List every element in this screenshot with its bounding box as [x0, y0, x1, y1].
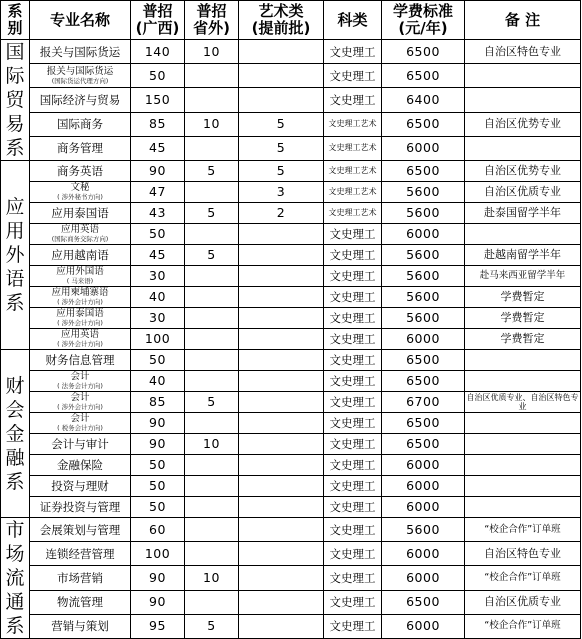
- major-name-cell: [30, 287, 131, 308]
- major-direction: ( 税务会计方向): [57, 424, 103, 432]
- table-row: [1, 518, 581, 542]
- out-of-province-quota-cell: [185, 88, 239, 112]
- subject-cell: 文史理工: [324, 40, 382, 64]
- table-row: [1, 224, 581, 245]
- fee-cell: 6500: [382, 40, 465, 64]
- subject-cell: 文史理工: [324, 329, 382, 350]
- subject-cell: 文史理工: [324, 245, 382, 266]
- out-of-province-quota-cell: [185, 518, 239, 542]
- guangxi-quota-cell: 50: [131, 455, 185, 476]
- major-name-cell: [30, 266, 131, 287]
- major-name-cell: [30, 371, 131, 392]
- guangxi-quota-cell: 45: [131, 136, 185, 160]
- art-quota-cell: [239, 497, 324, 518]
- subject-cell: 文史理工: [324, 308, 382, 329]
- out-of-province-quota-cell: 10: [185, 40, 239, 64]
- table-row: [1, 182, 581, 203]
- guangxi-quota-cell: 90: [131, 161, 185, 182]
- major-name-cell: 物流管理: [30, 590, 131, 614]
- art-quota-cell: [239, 434, 324, 455]
- art-quota-cell: [239, 287, 324, 308]
- major-direction: ( 涉外会计方向): [57, 340, 103, 348]
- major-name-cell: [30, 392, 131, 413]
- subject-cell: 文史理工: [324, 64, 382, 88]
- major-name-cell: 市场营销: [30, 566, 131, 590]
- subject-cell: 文史理工: [324, 413, 382, 434]
- fee-cell: 6000: [382, 455, 465, 476]
- subject-cell: 文史理工: [324, 590, 382, 614]
- table-row: [1, 566, 581, 590]
- out-of-province-quota-cell: 10: [185, 566, 239, 590]
- subject-cell: 文史理工: [324, 392, 382, 413]
- fee-cell: 6500: [382, 350, 465, 371]
- guangxi-quota-cell: 85: [131, 112, 185, 136]
- note-cell: 自治区优质专业、自治区特色专业: [466, 393, 579, 411]
- guangxi-quota-cell: 150: [131, 88, 185, 112]
- table-row: [1, 266, 581, 287]
- subject-cell: 文史理工: [324, 88, 382, 112]
- major-name-cell: [30, 413, 131, 434]
- out-of-province-quota-cell: [185, 266, 239, 287]
- major-name-cell: [30, 182, 131, 203]
- art-quota-cell: [239, 88, 324, 112]
- art-quota-cell: [239, 455, 324, 476]
- table-row: [1, 371, 581, 392]
- fee-cell: 5600: [382, 182, 465, 203]
- note-cell: 学费暂定: [465, 308, 581, 329]
- table-row: [1, 112, 581, 136]
- out-of-province-quota-cell: [185, 136, 239, 160]
- note-cell: 自治区优势专业: [465, 112, 581, 136]
- art-quota-cell: [239, 350, 324, 371]
- guangxi-quota-cell: 90: [131, 566, 185, 590]
- header-out-of-province: 普招 省外): [185, 1, 239, 40]
- subject-cell: 文史理工: [324, 371, 382, 392]
- table-row: [1, 40, 581, 64]
- fee-cell: 6500: [382, 434, 465, 455]
- out-of-province-quota-cell: 5: [185, 614, 239, 638]
- note-cell: 学费暂定: [465, 329, 581, 350]
- major-name-cell: 报关与国际货运: [30, 40, 131, 64]
- table-row: [1, 434, 581, 455]
- subject-cell: 文史理工: [324, 434, 382, 455]
- major-name: 会计: [70, 392, 90, 403]
- note-cell: 自治区特色专业: [465, 40, 581, 64]
- table-row: [1, 392, 581, 413]
- guangxi-quota-cell: 40: [131, 371, 185, 392]
- guangxi-quota-cell: 95: [131, 614, 185, 638]
- table-body: [1, 40, 581, 639]
- fee-cell: 6500: [382, 590, 465, 614]
- header-dept: 系 别: [1, 1, 30, 40]
- major-name: 会计: [70, 371, 90, 382]
- note-cell: [465, 224, 581, 245]
- header-fee: 学费标准 (元/年): [382, 1, 465, 40]
- major-name-cell: [30, 329, 131, 350]
- table-row: [1, 136, 581, 160]
- fee-cell: 5600: [382, 287, 465, 308]
- guangxi-quota-cell: 40: [131, 287, 185, 308]
- fee-cell: 6000: [382, 476, 465, 497]
- major-name-cell: 国际经济与贸易: [30, 88, 131, 112]
- major-name-cell: 投资与理财: [30, 476, 131, 497]
- note-cell: [465, 136, 581, 160]
- note-cell: “校企合作”订单班: [465, 614, 581, 638]
- subject-cell: 文史理工艺术: [324, 112, 382, 136]
- header-row: [1, 1, 581, 40]
- subject-cell: 文史理工: [324, 518, 382, 542]
- major-direction: (国际商务交际方向): [51, 235, 109, 243]
- out-of-province-quota-cell: 10: [185, 112, 239, 136]
- fee-cell: 6000: [382, 614, 465, 638]
- guangxi-quota-cell: 50: [131, 497, 185, 518]
- major-name-cell: 国际商务: [30, 112, 131, 136]
- out-of-province-quota-cell: [185, 64, 239, 88]
- out-of-province-quota-cell: [185, 350, 239, 371]
- out-of-province-quota-cell: [185, 308, 239, 329]
- note-cell: 赴泰国留学半年: [465, 203, 581, 224]
- major-direction: ( 马来语): [66, 277, 94, 285]
- guangxi-quota-cell: 140: [131, 40, 185, 64]
- table-row: [1, 614, 581, 638]
- note-cell: 自治区优质专业: [465, 182, 581, 203]
- art-quota-cell: [239, 371, 324, 392]
- subject-cell: 文史理工艺术: [324, 136, 382, 160]
- fee-cell: 6000: [382, 566, 465, 590]
- note-cell: [465, 371, 581, 392]
- fee-cell: 6000: [382, 329, 465, 350]
- art-quota-cell: 3: [239, 182, 324, 203]
- header-subject: 科类: [324, 1, 382, 40]
- major-name-cell: 营销与策划: [30, 614, 131, 638]
- major-name-cell: 会展策划与管理: [30, 518, 131, 542]
- art-quota-cell: 2: [239, 203, 324, 224]
- subject-cell: 文史理工: [324, 476, 382, 497]
- art-quota-cell: [239, 542, 324, 566]
- guangxi-quota-cell: 30: [131, 308, 185, 329]
- note-cell: 学费暂定: [465, 287, 581, 308]
- guangxi-quota-cell: 100: [131, 329, 185, 350]
- header-note: 备 注: [465, 1, 581, 40]
- out-of-province-quota-cell: 5: [185, 245, 239, 266]
- major-name: 应用外国语: [56, 266, 104, 277]
- table-row: [1, 64, 581, 88]
- subject-cell: 文史理工: [324, 542, 382, 566]
- art-quota-cell: [239, 518, 324, 542]
- table-row: [1, 161, 581, 182]
- fee-cell: 5600: [382, 518, 465, 542]
- fee-cell: 6500: [382, 112, 465, 136]
- out-of-province-quota-cell: 5: [185, 203, 239, 224]
- note-cell: [465, 455, 581, 476]
- department-cell: 应用外语系: [1, 161, 30, 350]
- note-cell: 自治区特色专业: [465, 542, 581, 566]
- subject-cell: 文史理工: [324, 224, 382, 245]
- out-of-province-quota-cell: [185, 497, 239, 518]
- major-name: 文秘: [70, 182, 90, 193]
- note-cell: 赴马来西亚留学半年: [465, 266, 581, 287]
- out-of-province-quota-cell: [185, 476, 239, 497]
- major-direction: (国际货运代理方向): [51, 77, 109, 85]
- department-cell: 国际贸易系: [1, 40, 30, 161]
- art-quota-cell: [239, 476, 324, 497]
- major-name-cell: 连锁经营管理: [30, 542, 131, 566]
- subject-cell: 文史理工: [324, 566, 382, 590]
- note-cell: [465, 434, 581, 455]
- table-row: [1, 350, 581, 371]
- note-cell: 自治区优势专业: [465, 161, 581, 182]
- art-quota-cell: [239, 329, 324, 350]
- major-name-cell: 应用越南语: [30, 245, 131, 266]
- art-quota-cell: 5: [239, 161, 324, 182]
- guangxi-quota-cell: 90: [131, 434, 185, 455]
- major-name: 应用柬埔寨语: [51, 287, 109, 298]
- guangxi-quota-cell: 50: [131, 350, 185, 371]
- art-quota-cell: [239, 566, 324, 590]
- out-of-province-quota-cell: [185, 329, 239, 350]
- art-quota-cell: [239, 590, 324, 614]
- table-row: [1, 203, 581, 224]
- out-of-province-quota-cell: [185, 182, 239, 203]
- major-direction: ( 涉外会计方向): [57, 319, 103, 327]
- note-cell: [465, 88, 581, 112]
- guangxi-quota-cell: 30: [131, 266, 185, 287]
- guangxi-quota-cell: 50: [131, 476, 185, 497]
- fee-cell: 6400: [382, 88, 465, 112]
- fee-cell: 5600: [382, 203, 465, 224]
- art-quota-cell: [239, 413, 324, 434]
- guangxi-quota-cell: 50: [131, 224, 185, 245]
- table-row: [1, 245, 581, 266]
- fee-cell: 6000: [382, 224, 465, 245]
- fee-cell: 6700: [382, 392, 465, 413]
- major-direction: ( 涉外会计方向): [57, 403, 103, 411]
- table-row: [1, 287, 581, 308]
- fee-cell: 5600: [382, 245, 465, 266]
- table-row: [1, 308, 581, 329]
- guangxi-quota-cell: 90: [131, 590, 185, 614]
- art-quota-cell: [239, 614, 324, 638]
- fee-cell: 6000: [382, 542, 465, 566]
- fee-cell: 6500: [382, 371, 465, 392]
- note-cell: [465, 497, 581, 518]
- major-name-cell: 会计与审计: [30, 434, 131, 455]
- subject-cell: 文史理工: [324, 287, 382, 308]
- guangxi-quota-cell: 47: [131, 182, 185, 203]
- subject-cell: 文史理工: [324, 497, 382, 518]
- fee-cell: 6000: [382, 136, 465, 160]
- note-cell: [465, 350, 581, 371]
- art-quota-cell: [239, 308, 324, 329]
- guangxi-quota-cell: 90: [131, 413, 185, 434]
- table-row: [1, 497, 581, 518]
- header-art: 艺术类 (提前批): [239, 1, 324, 40]
- major-direction: ( 涉外会计方向): [57, 298, 103, 306]
- guangxi-quota-cell: 43: [131, 203, 185, 224]
- major-name-cell: 应用泰国语: [30, 203, 131, 224]
- out-of-province-quota-cell: 10: [185, 434, 239, 455]
- major-name-cell: [30, 224, 131, 245]
- note-cell: 自治区优质专业: [465, 590, 581, 614]
- note-cell: [465, 64, 581, 88]
- fee-cell: 6500: [382, 413, 465, 434]
- out-of-province-quota-cell: 5: [185, 161, 239, 182]
- fee-cell: 5600: [382, 308, 465, 329]
- art-quota-cell: [239, 266, 324, 287]
- art-quota-cell: 5: [239, 112, 324, 136]
- guangxi-quota-cell: 85: [131, 392, 185, 413]
- subject-cell: 文史理工: [324, 350, 382, 371]
- header-major: 专业名称: [30, 1, 131, 40]
- out-of-province-quota-cell: [185, 371, 239, 392]
- header-guangxi: 普招 (广西): [131, 1, 185, 40]
- note-cell: [465, 413, 581, 434]
- note-cell: “校企合作”订单班: [465, 518, 581, 542]
- art-quota-cell: [239, 64, 324, 88]
- major-name: 应用英语: [60, 224, 99, 235]
- note-cell: [465, 476, 581, 497]
- subject-cell: 文史理工艺术: [324, 203, 382, 224]
- major-name-cell: 商务管理: [30, 136, 131, 160]
- guangxi-quota-cell: 60: [131, 518, 185, 542]
- art-quota-cell: [239, 245, 324, 266]
- guangxi-quota-cell: 50: [131, 64, 185, 88]
- out-of-province-quota-cell: [185, 542, 239, 566]
- fee-cell: 6000: [382, 497, 465, 518]
- out-of-province-quota-cell: [185, 455, 239, 476]
- subject-cell: 文史理工艺术: [324, 161, 382, 182]
- table-row: [1, 476, 581, 497]
- table-row: [1, 455, 581, 476]
- fee-cell: 6500: [382, 161, 465, 182]
- out-of-province-quota-cell: [185, 287, 239, 308]
- fee-cell: 6500: [382, 64, 465, 88]
- major-name-cell: 财务信息管理: [30, 350, 131, 371]
- out-of-province-quota-cell: [185, 224, 239, 245]
- table-row: [1, 88, 581, 112]
- table-row: [1, 542, 581, 566]
- major-direction: ( 涉外秘书方向): [57, 193, 103, 201]
- major-name-cell: 商务英语: [30, 161, 131, 182]
- major-name-cell: 证券投资与管理: [30, 497, 131, 518]
- art-quota-cell: [239, 40, 324, 64]
- subject-cell: 文史理工艺术: [324, 182, 382, 203]
- department-cell: 财会金融系: [1, 350, 30, 518]
- out-of-province-quota-cell: [185, 413, 239, 434]
- art-quota-cell: 5: [239, 136, 324, 160]
- major-name: 会计: [70, 413, 90, 424]
- out-of-province-quota-cell: 5: [185, 392, 239, 413]
- major-name: 应用英语: [60, 329, 99, 340]
- department-cell: 市场流通系: [1, 518, 30, 639]
- guangxi-quota-cell: 100: [131, 542, 185, 566]
- out-of-province-quota-cell: [185, 590, 239, 614]
- note-cell: 赴越南留学半年: [465, 245, 581, 266]
- art-quota-cell: [239, 392, 324, 413]
- subject-cell: 文史理工: [324, 455, 382, 476]
- major-direction: ( 法务会计方向): [57, 382, 103, 390]
- table-row: [1, 329, 581, 350]
- note-cell: “校企合作”订单班: [465, 566, 581, 590]
- fee-cell: 5600: [382, 266, 465, 287]
- subject-cell: 文史理工: [324, 614, 382, 638]
- major-name-cell: 金融保险: [30, 455, 131, 476]
- guangxi-quota-cell: 45: [131, 245, 185, 266]
- table-row: [1, 413, 581, 434]
- major-name-cell: [30, 308, 131, 329]
- major-name-cell: [30, 64, 131, 88]
- subject-cell: 文史理工: [324, 266, 382, 287]
- art-quota-cell: [239, 224, 324, 245]
- table-row: [1, 590, 581, 614]
- major-name: 报关与国际货运: [46, 65, 114, 77]
- major-name: 应用泰国语: [56, 308, 104, 319]
